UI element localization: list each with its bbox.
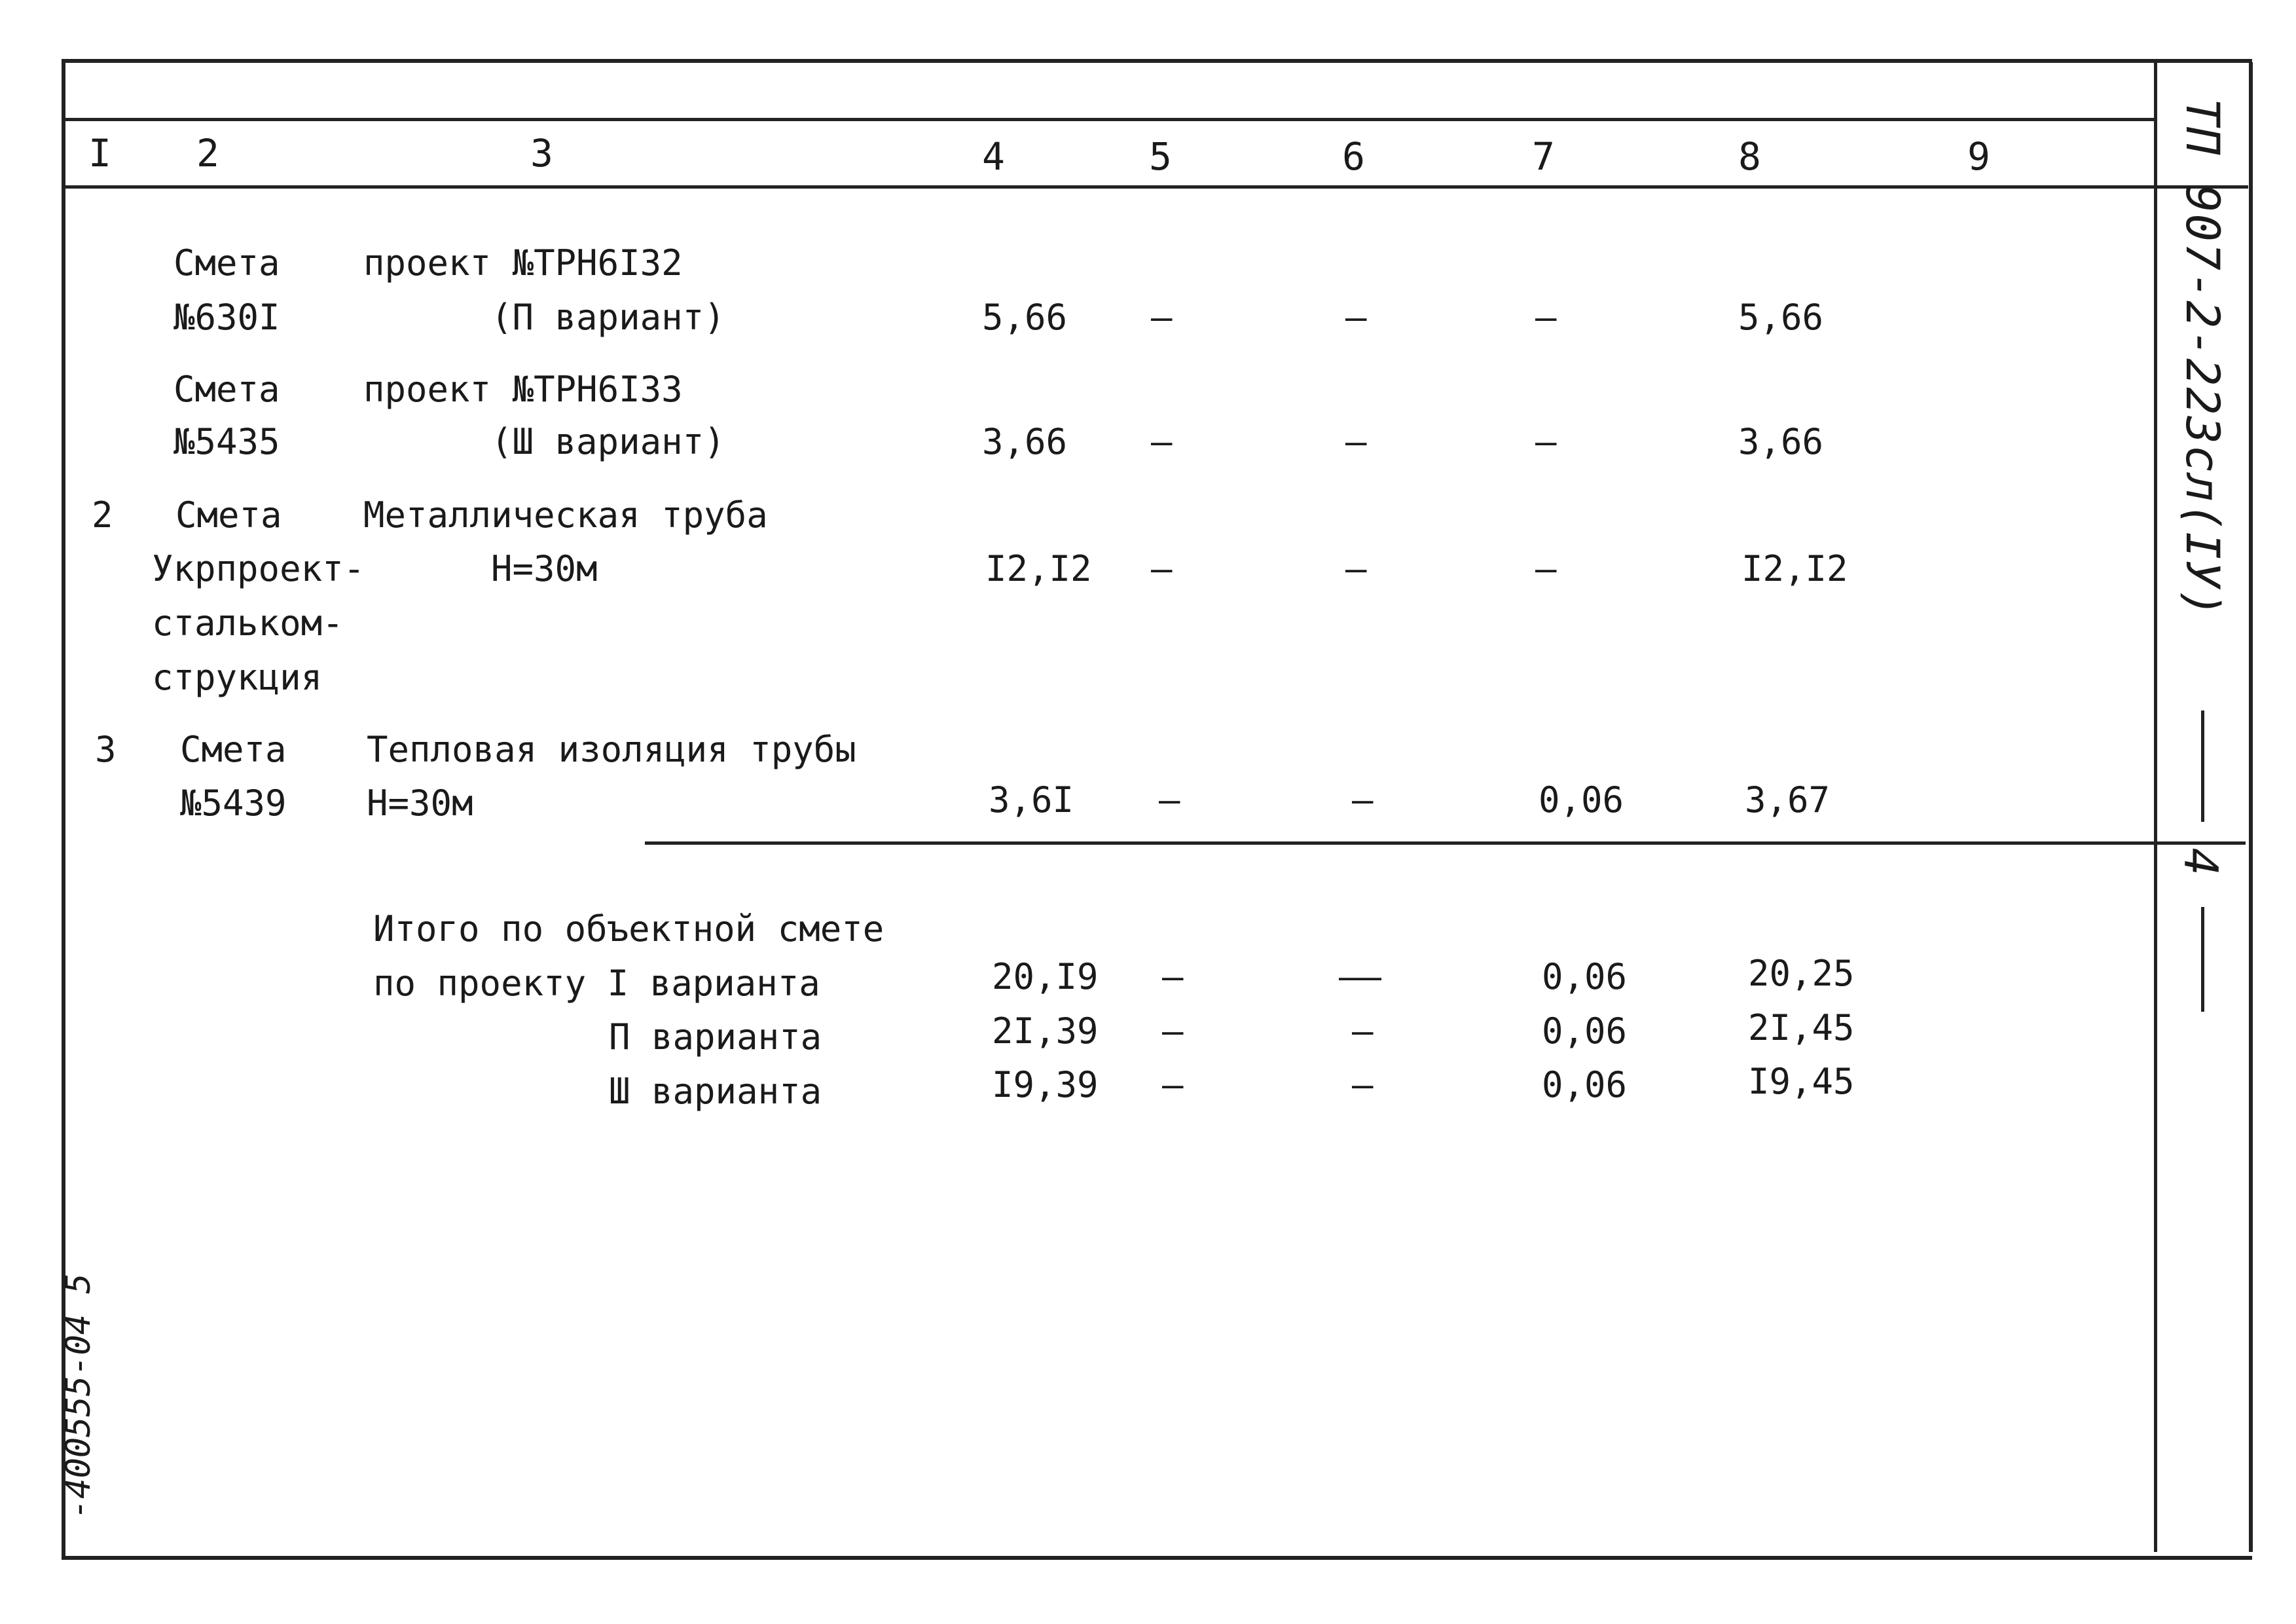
row4-doc-line1: Смета bbox=[180, 729, 287, 770]
total2-col7: 0,06 bbox=[1542, 1010, 1628, 1052]
total3-label: Ш варианта bbox=[609, 1071, 822, 1112]
col-header-7: 7 bbox=[1532, 134, 1555, 179]
row4-number: 3 bbox=[95, 729, 117, 770]
row4-col5: – bbox=[1159, 779, 1180, 821]
row2-doc-line1: Смета bbox=[173, 369, 280, 410]
page-bar-bottom bbox=[2201, 907, 2204, 1012]
row2-desc-line1: проект №ТРН6I33 bbox=[363, 369, 683, 410]
row4-col4: 3,6I bbox=[989, 779, 1074, 821]
row1-desc-line1: проект №ТРН6I32 bbox=[363, 242, 683, 284]
header-top-rule bbox=[62, 118, 2157, 121]
row4-desc-line1: Тепловая изоляция трубы bbox=[367, 729, 856, 770]
total1-label: по проекту I варианта bbox=[373, 963, 820, 1004]
total1-col7: 0,06 bbox=[1542, 956, 1628, 997]
page-number-text: 4 bbox=[2174, 847, 2228, 876]
row2-col7: – bbox=[1535, 421, 1557, 462]
side-page-number bbox=[2174, 710, 2232, 1012]
row2-col5: – bbox=[1151, 421, 1173, 462]
col-header-6: 6 bbox=[1342, 134, 1365, 179]
row2-desc-line2: (Ш вариант) bbox=[491, 421, 725, 462]
total3-col7: 0,06 bbox=[1542, 1064, 1628, 1105]
total3-col8: I9,45 bbox=[1748, 1061, 1855, 1102]
row3-number: 2 bbox=[92, 494, 113, 536]
row1-desc-line2: (П вариант) bbox=[491, 297, 725, 338]
total2-label: П варианта bbox=[609, 1016, 822, 1058]
left-margin-note bbox=[20, 1153, 98, 1519]
row3-col6: – bbox=[1345, 548, 1367, 589]
total3-col5: – bbox=[1162, 1064, 1184, 1105]
total1-col5: – bbox=[1162, 956, 1184, 997]
row4-col8: 3,67 bbox=[1745, 779, 1831, 821]
row1-col5: – bbox=[1151, 297, 1173, 338]
col-header-4: 4 bbox=[982, 134, 1005, 179]
row3-doc-line3: стальком- bbox=[152, 602, 344, 644]
row3-doc-line4: струкция bbox=[152, 657, 323, 698]
row3-col5: – bbox=[1151, 548, 1173, 589]
row2-col6: – bbox=[1345, 421, 1367, 462]
left-note-text: -400555-04 5 bbox=[59, 1273, 98, 1519]
total1-col8: 20,25 bbox=[1748, 953, 1855, 994]
row2-col8: 3,66 bbox=[1738, 421, 1824, 462]
col-header-3: 3 bbox=[530, 131, 553, 175]
totals-title: Итого по объектной смете bbox=[373, 908, 884, 950]
row2-col4: 3,66 bbox=[982, 421, 1068, 462]
row1-doc-line1: Смета bbox=[173, 242, 280, 284]
col-header-5: 5 bbox=[1149, 134, 1172, 179]
row3-desc-line1: Металлическая труба bbox=[363, 494, 768, 536]
row3-col8: I2,I2 bbox=[1741, 548, 1848, 589]
col-header-1: I bbox=[88, 131, 111, 175]
row1-col7: – bbox=[1535, 297, 1557, 338]
row3-col4: I2,I2 bbox=[985, 548, 1092, 589]
total2-col6: – bbox=[1352, 1010, 1374, 1052]
row1-col6: – bbox=[1345, 297, 1367, 338]
total1-col6: –– bbox=[1339, 956, 1382, 997]
total2-col8: 2I,45 bbox=[1748, 1007, 1855, 1048]
subtotal-rule bbox=[645, 841, 2246, 845]
row3-desc-line2: Н=30м bbox=[491, 548, 598, 589]
row1-col8: 5,66 bbox=[1738, 297, 1824, 338]
page-bar-top bbox=[2201, 710, 2204, 822]
total3-col6: – bbox=[1352, 1064, 1374, 1105]
row1-col4: 5,66 bbox=[982, 297, 1068, 338]
row3-doc-line2: Укрпроект- bbox=[152, 548, 365, 589]
row4-doc-line2: №5439 bbox=[180, 783, 287, 824]
row4-col7: 0,06 bbox=[1539, 779, 1624, 821]
header-bottom-rule bbox=[62, 185, 2248, 189]
col-header-8: 8 bbox=[1738, 134, 1761, 179]
document-code-text: ТП 907-2-223сл(IУ) bbox=[2176, 98, 2229, 619]
col-header-2: 2 bbox=[196, 131, 219, 175]
row2-doc-line2: №5435 bbox=[173, 421, 280, 462]
row4-desc-line2: Н=30м bbox=[367, 783, 473, 824]
row1-doc-line2: №630I bbox=[173, 297, 280, 338]
total2-col5: – bbox=[1162, 1010, 1184, 1052]
total2-col4: 2I,39 bbox=[992, 1010, 1099, 1052]
col-header-9: 9 bbox=[1967, 134, 1990, 179]
total1-col4: 20,I9 bbox=[992, 956, 1099, 997]
row3-doc-line1: Смета bbox=[175, 494, 282, 536]
side-document-code bbox=[2164, 98, 2242, 622]
row3-col7: – bbox=[1535, 548, 1557, 589]
row4-col6: – bbox=[1352, 779, 1374, 821]
total3-col4: I9,39 bbox=[992, 1064, 1099, 1105]
